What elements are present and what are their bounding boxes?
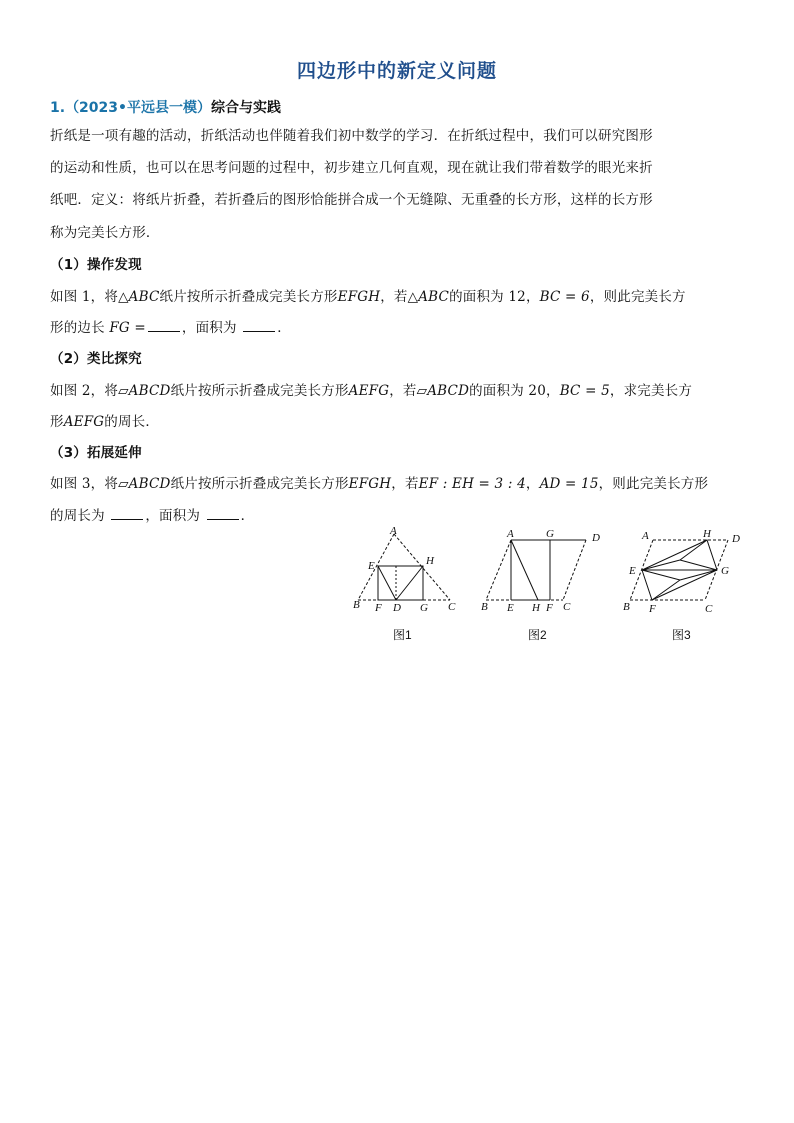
fig3-label-c: C [705, 603, 713, 615]
intro-line-2: 的运动和性质，也可以在思考问题的过程中，初步建立几何直观，现在就让我们带着数学的眼光来折 [50, 160, 653, 176]
question-topic: 综合与实践 [210, 100, 281, 116]
intro-line-1: 折纸是一项有趣的活动，折纸活动也伴随着我们初中数学的学习．在折纸过程中，我们可以研究图形 [50, 128, 653, 144]
answer-blank-area3[interactable] [207, 507, 239, 520]
figure-2 [478, 524, 608, 616]
fig3-label-e: E [629, 565, 636, 577]
fig2-label-e: E [507, 602, 514, 614]
fig2-caption: 图2 [528, 628, 547, 642]
part2-line-1: 如图 2，将▱ABCD纸片按所示折叠成完美长方形AEFG，若▱ABCD的面积为 20，BC = 5，求完美长方 [50, 383, 693, 399]
fig3-label-a: A [642, 530, 649, 542]
question-number: 1. [50, 100, 66, 116]
fig1-label-a: A [390, 525, 397, 537]
fig1-label-g: G [420, 602, 428, 614]
part2-line-2: 形AEFG的周长． [50, 414, 160, 430]
fig2-label-g: G [546, 528, 554, 540]
fig2-label-b: B [481, 601, 488, 613]
fig3-label-g: G [721, 565, 729, 577]
fig1-label-c: C [448, 601, 456, 613]
fig1-label-d: D [393, 602, 401, 614]
fig2-label-f: F [546, 602, 553, 614]
fig1-label-f: F [375, 602, 382, 614]
fig3-label-d: D [732, 533, 740, 545]
fig2-label-a: A [507, 528, 514, 540]
fig3-caption: 图3 [672, 628, 691, 642]
fig3-label-b: B [623, 601, 630, 613]
part3-heading: （3）拓展延伸 [50, 445, 142, 461]
part1-line-1: 如图 1，将△ABC纸片按所示折叠成完美长方形EFGH，若△ABC的面积为 12，BC = 6，则此完美长方 [50, 289, 686, 305]
figure-3 [620, 524, 750, 616]
part3-line-1: 如图 3，将▱ABCD纸片按所示折叠成完美长方形EFGH，若EF : EH = 3 : 4，AD = 15，则此完美长方形 [50, 476, 709, 492]
fig1-label-h: H [426, 555, 434, 567]
part2-heading: （2）类比探究 [50, 351, 142, 367]
page-title: 四边形中的新定义问题 [296, 60, 497, 82]
fig2-label-c: C [563, 601, 571, 613]
fig3-label-h: H [703, 528, 711, 540]
fig2-label-d: D [592, 532, 600, 544]
fig1-label-b: B [353, 599, 360, 611]
fig3-label-f: F [649, 603, 656, 615]
intro-line-3: 纸吧．定义：将纸片折叠，若折叠后的图形恰能拼合成一个无缝隙、无重叠的长方形，这样的长方形 [50, 192, 653, 208]
answer-blank-perimeter[interactable] [111, 507, 143, 520]
fig2-label-h: H [532, 602, 540, 614]
part3-line-2: 的周长为 ，面积为 ． [50, 508, 255, 524]
fig1-caption: 图1 [393, 628, 412, 642]
answer-blank-area1[interactable] [243, 319, 275, 332]
intro-line-4: 称为完美长方形． [50, 225, 160, 241]
answer-blank-fg[interactable] [148, 319, 180, 332]
fig1-label-e: E [368, 560, 375, 572]
part1-heading: （1）操作发现 [50, 257, 142, 273]
part1-line-2: 形的边长 FG = ，面积为 ． [50, 320, 291, 336]
question-source: （2023•平远县一模） [65, 100, 211, 116]
question-header [50, 97, 281, 117]
figure-1 [348, 524, 468, 616]
